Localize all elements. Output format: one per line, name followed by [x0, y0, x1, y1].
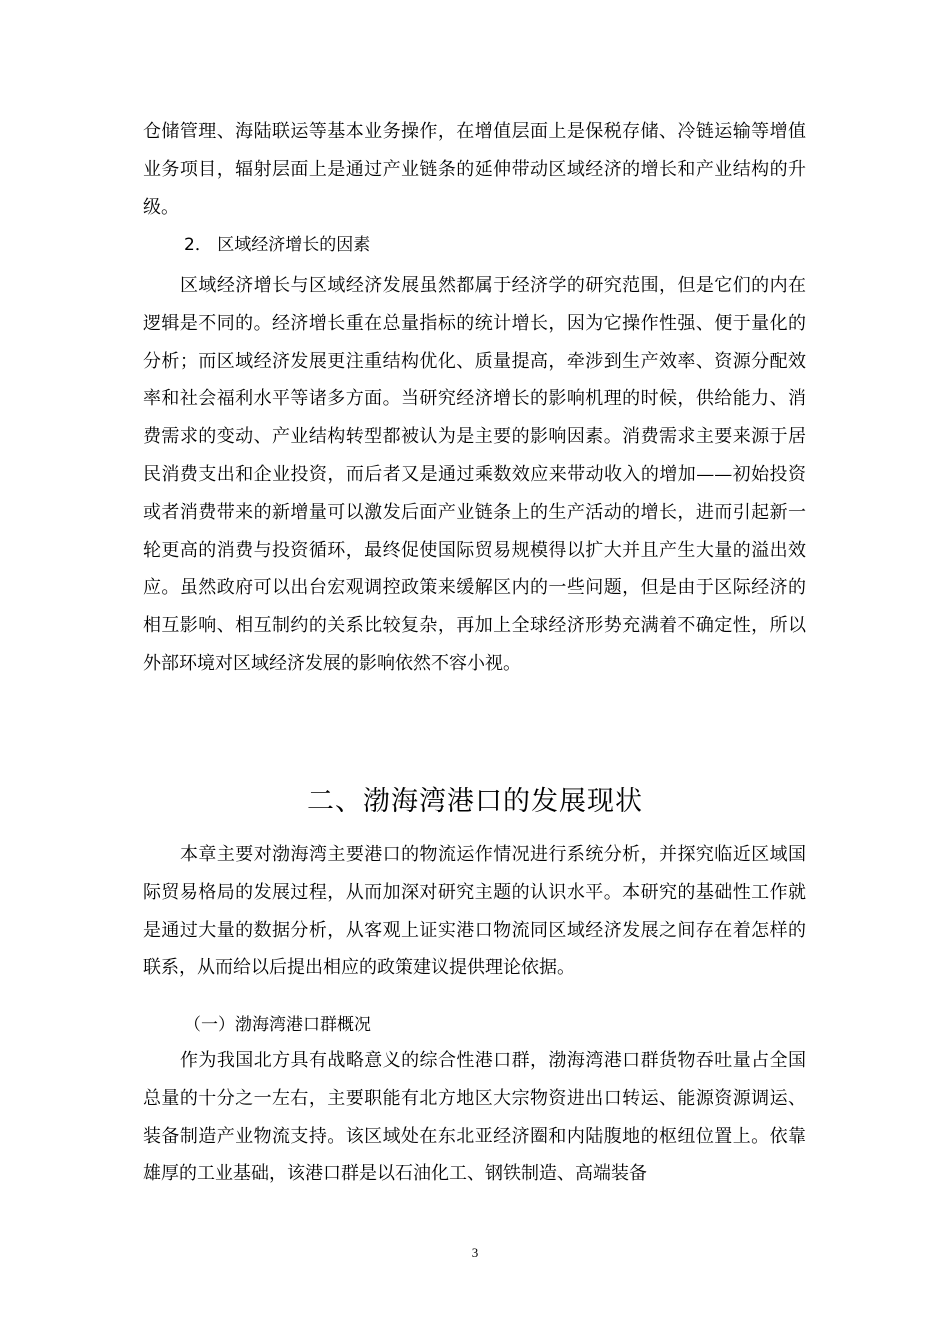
subheading-regional-growth-factors: 2． 区域经济增长的因素: [184, 235, 371, 255]
subheading-bohai-port-overview: （一）渤海湾港口群概况: [184, 1015, 371, 1035]
paragraph-chapter-intro: 本章主要对渤海湾主要港口的物流运作情况进行系统分析，并探究临近区域国际贸易格局的发展过程，从而加深对研究主题的认识水平。本研究的基础性工作就是通过大量的数据分析，从客观上证实港口物流同区域经济发展之间存在着怎样的联系，从而给以后提出相应的政策建议提供理论依据。: [143, 844, 806, 979]
paragraph-regional-growth-factors: 区域经济增长与区域经济发展虽然都属于经济学的研究范围，但是它们的内在逻辑是不同的。经济增长重在总量指标的统计增长，因为它操作性强、便于量化的分析；而区域经济发展更注重结构优化、质量提高，牵涉到生产效率、资源分配效率和社会福利水平等诸多方面。当研究经济增长的影响机理的时候，供给能力、消费需求的变动、产业结构转型都被认为是主要的影响因素。消费需求主要来源于居民消费支出和企业投资，而后者又是通过乘数效应来带动收入的增加——初始投资或者消费带来的新增量可以激发后面产业链条上的生产活动的增长，进而引起新一轮更高的消费与投资循环，最终促使国际贸易规模得以扩大并且产生大量的溢出效应。虽然政府可以出台宏观调控政策来缓解区内的一些问题，但是由于区际经济的相互影响、相互制约的关系比较复杂，再加上全球经济形势充满着不确定性，所以外部环境对区域经济发展的影响依然不容小视。: [143, 275, 806, 674]
paragraph-port-logistics-continued: 仓储管理、海陆联运等基本业务操作，在增值层面上是保税存储、冷链运输等增值业务项目，辐射层面上是通过产业链条的延伸带动区域经济的增长和产业结构的升级。: [143, 121, 806, 218]
paragraph-bohai-port-overview: 作为我国北方具有战略意义的综合性港口群，渤海湾港口群货物吞吐量占全国总量的十分之一左右，主要职能有北方地区大宗物资进出口转运、能源资源调运、装备制造产业物流支持。该区域处在东北亚经济圈和内陆腹地的枢纽位置上。依靠雄厚的工业基础，该港口群是以石油化工、钢铁制造、高端装备: [143, 1050, 806, 1185]
page-number: 3: [471, 1245, 479, 1260]
chapter-title: 二、渤海湾港口的发展现状: [307, 786, 643, 817]
